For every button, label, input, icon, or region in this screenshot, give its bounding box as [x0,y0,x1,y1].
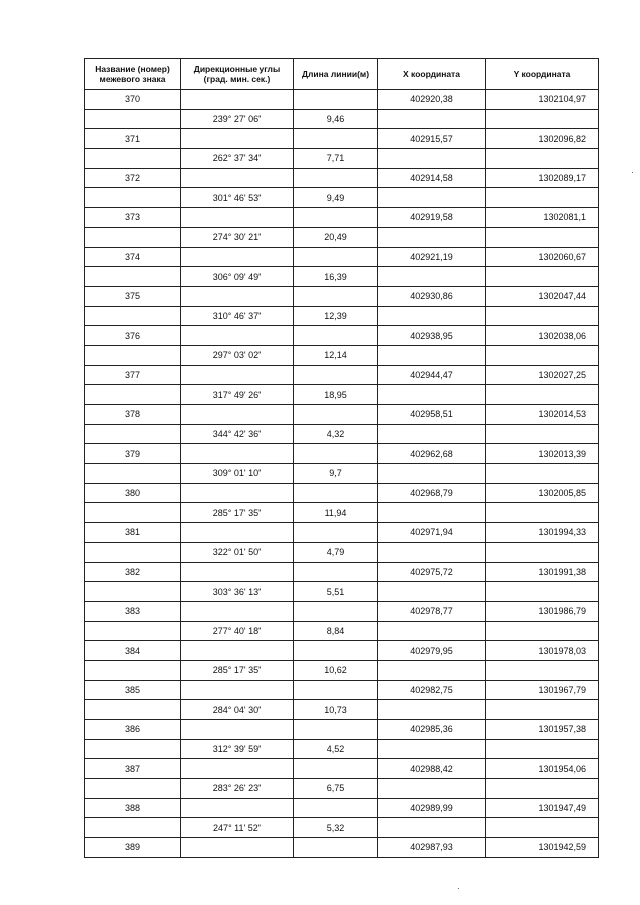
cell-name: 377 [85,365,181,385]
table-row [85,779,599,799]
cell-length [294,562,378,582]
cell-y [486,621,599,641]
table-row [85,326,599,346]
cell-x [378,188,486,208]
cell-x: 402958,51 [378,405,486,425]
cell-length [294,680,378,700]
cell-x [378,345,486,365]
cell-y [486,227,599,247]
cell-name: 376 [85,326,181,346]
cell-length: 12,39 [294,306,378,326]
cell-x [378,700,486,720]
table-row [85,247,599,267]
cell-name [85,424,181,444]
cell-x [378,582,486,602]
cell-name [85,345,181,365]
cell-length: 9,7 [294,464,378,484]
cell-x: 402982,75 [378,680,486,700]
cell-angle: 284° 04' 30" [181,700,294,720]
cell-name [85,188,181,208]
cell-y: 1301942,59 [486,838,599,858]
cell-name: 386 [85,720,181,740]
cell-name: 380 [85,483,181,503]
cell-y [486,779,599,799]
cell-length: 18,95 [294,385,378,405]
cell-name: 379 [85,444,181,464]
cell-y: 1302014,53 [486,405,599,425]
cell-y [486,739,599,759]
table-row [85,345,599,365]
cell-angle [181,326,294,346]
cell-angle: 309° 01' 10" [181,464,294,484]
cell-x: 402930,86 [378,286,486,306]
scan-speck [458,888,459,889]
cell-name: 375 [85,286,181,306]
table-row [85,385,599,405]
cell-angle: 344° 42' 36" [181,424,294,444]
cell-y: 1302005,85 [486,483,599,503]
cell-length: 4,52 [294,739,378,759]
cell-y [486,818,599,838]
table-row [85,739,599,759]
cell-length [294,365,378,385]
cell-length [294,838,378,858]
cell-name: 389 [85,838,181,858]
cell-length: 4,32 [294,424,378,444]
cell-angle: 262° 37' 34" [181,149,294,169]
cell-x: 402988,42 [378,759,486,779]
table-row [85,582,599,602]
table-row [85,109,599,129]
cell-x [378,109,486,129]
header-x: X координата [378,59,486,90]
table-row [85,464,599,484]
cell-length: 11,94 [294,503,378,523]
cell-x: 402985,36 [378,720,486,740]
table-header [85,59,599,90]
cell-angle: 247° 11' 52" [181,818,294,838]
cell-length: 4,79 [294,542,378,562]
cell-x [378,306,486,326]
cell-length: 12,14 [294,345,378,365]
cell-x: 402921,19 [378,247,486,267]
cell-length [294,641,378,661]
table-row [85,90,599,110]
cell-x [378,739,486,759]
cell-x: 402938,95 [378,326,486,346]
cell-angle [181,483,294,503]
cell-y: 1302060,67 [486,247,599,267]
cell-x [378,227,486,247]
table-row [85,227,599,247]
header-length: Длина линии(м) [294,59,378,90]
cell-y: 1301994,33 [486,523,599,543]
cell-x [378,424,486,444]
cell-name: 373 [85,208,181,228]
cell-name: 371 [85,129,181,149]
cell-angle [181,680,294,700]
cell-name [85,818,181,838]
cell-x [378,779,486,799]
cell-y [486,582,599,602]
cell-name [85,149,181,169]
cell-angle: 277° 40' 18" [181,621,294,641]
cell-name: 374 [85,247,181,267]
table-row [85,424,599,444]
table-row [85,838,599,858]
table-row [85,503,599,523]
cell-length [294,405,378,425]
table-row [85,405,599,425]
cell-angle [181,444,294,464]
cell-name [85,503,181,523]
cell-x: 402915,57 [378,129,486,149]
cell-angle [181,562,294,582]
scan-speck [632,172,633,173]
cell-name [85,542,181,562]
table-row [85,267,599,287]
cell-angle [181,405,294,425]
table-row [85,208,599,228]
cell-name: 372 [85,168,181,188]
cell-name: 370 [85,90,181,110]
cell-angle [181,286,294,306]
table-row [85,306,599,326]
cell-name [85,385,181,405]
cell-y: 1302081,1 [486,208,599,228]
cell-name: 383 [85,601,181,621]
cell-y [486,188,599,208]
cell-name [85,109,181,129]
cell-x: 402971,94 [378,523,486,543]
cell-x [378,149,486,169]
cell-angle: 317° 49' 26" [181,385,294,405]
cell-angle [181,720,294,740]
cell-name [85,660,181,680]
cell-y: 1301957,38 [486,720,599,740]
table-row [85,542,599,562]
cell-angle: 310° 46' 37" [181,306,294,326]
header-row [85,59,599,90]
cell-x: 402968,79 [378,483,486,503]
cell-name [85,306,181,326]
cell-y [486,503,599,523]
cell-angle: 283° 26' 23" [181,779,294,799]
cell-length [294,601,378,621]
cell-y: 1301991,38 [486,562,599,582]
cell-name [85,267,181,287]
table-row [85,601,599,621]
header-y: Y координата [486,59,599,90]
header-name: Название (номер) межевого знака [85,59,181,90]
cell-length [294,759,378,779]
cell-y [486,700,599,720]
cell-angle [181,365,294,385]
cell-angle [181,90,294,110]
cell-name: 388 [85,798,181,818]
cell-y: 1302096,82 [486,129,599,149]
cell-y [486,267,599,287]
cell-angle [181,641,294,661]
cell-name: 378 [85,405,181,425]
cell-angle: 303° 36' 13" [181,582,294,602]
cell-length: 8,84 [294,621,378,641]
cell-angle [181,129,294,149]
cell-y: 1302104,97 [486,90,599,110]
cell-length: 20,49 [294,227,378,247]
cell-y [486,660,599,680]
cell-name [85,700,181,720]
cell-angle [181,759,294,779]
table-row [85,759,599,779]
cell-angle: 306° 09' 49" [181,267,294,287]
cell-name: 387 [85,759,181,779]
cell-angle: 301° 46' 53" [181,188,294,208]
cell-length: 5,51 [294,582,378,602]
cell-angle: 274° 30' 21" [181,227,294,247]
cell-x: 402962,68 [378,444,486,464]
table-row [85,798,599,818]
table-row [85,562,599,582]
cell-name [85,621,181,641]
cell-x: 402989,99 [378,798,486,818]
cell-x: 402914,58 [378,168,486,188]
cell-y [486,385,599,405]
cell-length [294,326,378,346]
table-row [85,365,599,385]
cell-y [486,424,599,444]
cell-angle [181,168,294,188]
cell-length [294,444,378,464]
cell-y: 1302038,06 [486,326,599,346]
cell-angle: 322° 01' 50" [181,542,294,562]
cell-name [85,779,181,799]
table-row [85,188,599,208]
cell-y: 1302013,39 [486,444,599,464]
cell-angle [181,247,294,267]
cell-y [486,306,599,326]
cell-x: 402944,47 [378,365,486,385]
coordinates-table [84,58,599,858]
header-angle: Дирекционные углы (град. мин. сек.) [181,59,294,90]
cell-angle: 239° 27' 06" [181,109,294,129]
cell-name [85,464,181,484]
cell-name [85,739,181,759]
cell-length [294,523,378,543]
cell-name [85,227,181,247]
cell-y [486,464,599,484]
cell-length [294,286,378,306]
cell-name: 385 [85,680,181,700]
cell-y [486,345,599,365]
cell-length: 7,71 [294,149,378,169]
cell-length: 16,39 [294,267,378,287]
cell-angle [181,523,294,543]
cell-angle [181,601,294,621]
table-row [85,129,599,149]
cell-y: 1302047,44 [486,286,599,306]
table-row [85,444,599,464]
cell-x [378,267,486,287]
table-row [85,523,599,543]
cell-length: 10,62 [294,660,378,680]
cell-length: 9,46 [294,109,378,129]
cell-angle [181,838,294,858]
cell-x: 402919,58 [378,208,486,228]
cell-length: 5,32 [294,818,378,838]
cell-y [486,542,599,562]
cell-length [294,129,378,149]
cell-y: 1301978,03 [486,641,599,661]
table-row [85,149,599,169]
cell-x: 402987,93 [378,838,486,858]
cell-length: 10,73 [294,700,378,720]
cell-angle: 297° 03' 02" [181,345,294,365]
cell-name: 384 [85,641,181,661]
cell-y: 1301986,79 [486,601,599,621]
cell-angle: 285° 17' 35" [181,503,294,523]
table-row [85,286,599,306]
cell-y: 1302027,25 [486,365,599,385]
cell-x [378,464,486,484]
cell-length [294,798,378,818]
cell-x [378,660,486,680]
cell-x: 402920,38 [378,90,486,110]
cell-length: 6,75 [294,779,378,799]
cell-x [378,818,486,838]
cell-y: 1301954,06 [486,759,599,779]
table-row [85,168,599,188]
cell-angle [181,208,294,228]
table-row [85,818,599,838]
cell-length [294,483,378,503]
cell-x: 402975,72 [378,562,486,582]
cell-x [378,542,486,562]
cell-x [378,503,486,523]
cell-y: 1302089,17 [486,168,599,188]
cell-length [294,90,378,110]
cell-length [294,247,378,267]
table-row [85,483,599,503]
cell-length [294,168,378,188]
cell-name [85,582,181,602]
cell-y [486,109,599,129]
table-row [85,700,599,720]
cell-name: 381 [85,523,181,543]
table-row [85,641,599,661]
cell-y: 1301967,79 [486,680,599,700]
cell-name: 382 [85,562,181,582]
table-body [85,90,599,858]
cell-angle: 285° 17' 35" [181,660,294,680]
cell-angle: 312° 39' 59" [181,739,294,759]
table-row [85,680,599,700]
table-row [85,660,599,680]
cell-x: 402978,77 [378,601,486,621]
cell-x [378,621,486,641]
cell-length [294,208,378,228]
cell-x [378,385,486,405]
cell-y: 1301947,49 [486,798,599,818]
cell-angle [181,798,294,818]
cell-length [294,720,378,740]
cell-y [486,149,599,169]
table-row [85,720,599,740]
table-row [85,621,599,641]
cell-x: 402979,95 [378,641,486,661]
cell-length: 9,49 [294,188,378,208]
